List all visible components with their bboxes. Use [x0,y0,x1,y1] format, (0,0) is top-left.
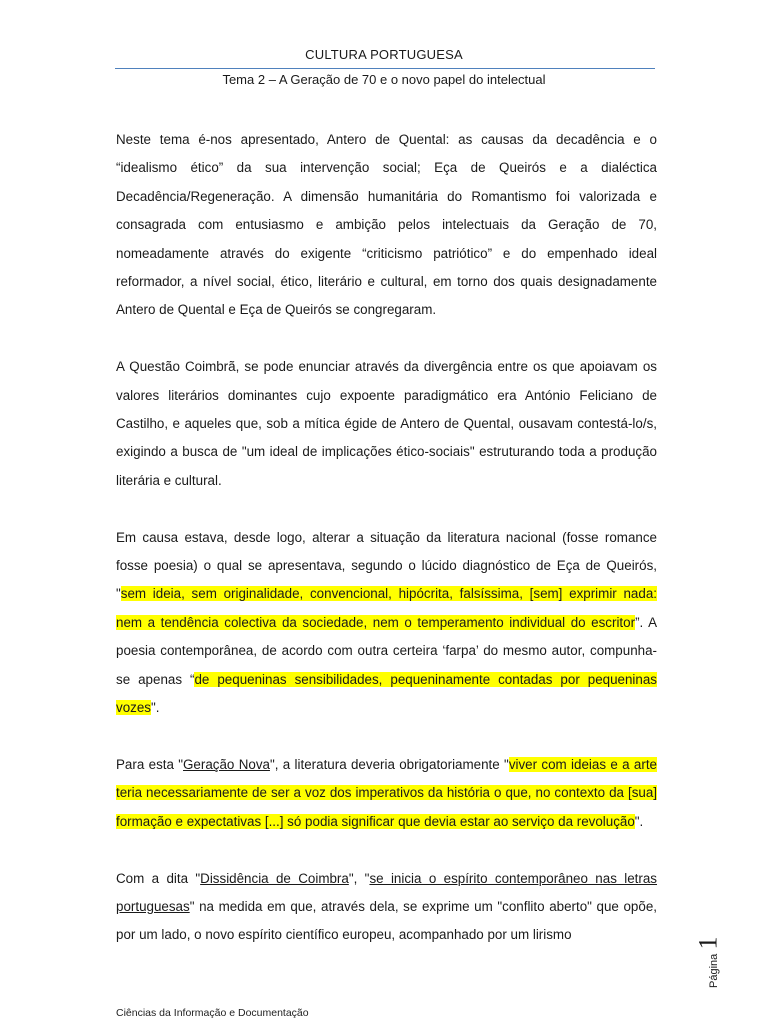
page-number-block [694,930,734,990]
paragraph-4-text-1: Para esta " [116,756,184,772]
paragraph-2: A Questão Coimbrã, se pode enunciar através da divergência entre os que apoiavam os valores literários dominantes cujo expoente paradigmático era António Feliciano de Castilho, e aqueles que, sob a mítica égide de Antero de Quental, ousavam contestá-lo/s, exigindo a busca de "um ideal de implicações ético-sociais" estruturando toda a produção literária e cultural. [116,359,657,488]
underlined-quote: se inicia o espírito contemporâneo nas letras portuguesas [116,870,658,914]
header-divider [115,68,655,69]
paragraph-5-text-3: " na medida em que, através dela, se exprime um "conflito aberto" que opõe, por um lado, o novo espírito científico europeu, acompanhado por um lirismo [116,898,657,943]
paragraph-5-text-2: ", " [348,870,370,886]
page-label: Página [708,953,720,988]
paragraph-3-text-1: Em causa estava, desde logo, alterar a situação da literatura nacional (fosse romance fosse poesia) o qual se apresentava, segundo o lúcido diagnóstico de Eça de Queirós, " [116,529,657,602]
paragraph-3 [116,524,657,723]
paragraph-1: Neste tema é-nos apresentado, Antero de Quental: as causas da decadência e o “idealismo ético” da sua intervenção social; Eça de Queirós e a dialéctica Decadência/Regeneração. A dimensão humanitária do Romantismo foi valorizada e consagrada com entusiasmo e ambição pelos intelectuais da Geração de 70, nomeadamente através do exigente “criticismo patriótico” e do empenhado ideal reformador, a nível social, ético, literário e cultural, em torno dos quais designadamente Antero de Quental e Eça de Queirós se congregaram. [116,132,657,318]
highlighted-quote-3: viver com ideias e a arte teria necessariamente de ser a voz dos imperativos da história o que, no contexto da [sua] formação e expectativas [...] só podia significar que devia estar ao serviço da revolução [116,756,657,829]
paragraph-4-text-2: ", a literatura deveria obrigatoriamente " [269,756,509,772]
paragraph-5 [116,865,657,950]
page-number: 1 [693,936,723,950]
highlighted-quote-1: sem ideia, sem originalidade, convencional, hipócrita, falsíssima, [sem] exprimir nada: nem a tendência colectiva da sociedade, nem o temperamento individual do escritor [116,586,657,630]
header-subtitle: Tema 2 – A Geração de 70 e o novo papel do intelectual [222,72,546,87]
paragraph-4 [116,751,657,836]
highlighted-quote-2: de pequeninas sensibilidades, pequeninamente contadas por pequeninas vozes [116,671,657,716]
footer-text: Ciências da Informação e Documentação [116,1007,309,1019]
document-body [116,126,657,978]
underlined-term-geracao-nova: Geração Nova [183,756,270,772]
paragraph-3-text-2: ”. A poesia contemporânea, de acordo com outra certeira ‘farpa’ do mesmo autor, compunha-se apenas “ [116,614,658,687]
paragraph-3-text-3: ". [150,700,160,716]
underlined-term-dissidencia: Dissidência de Coimbra [200,870,349,886]
header-title: CULTURA PORTUGUESA [305,47,463,62]
paragraph-4-text-3: ". [634,813,644,829]
paragraph-5-text-1: Com a dita " [116,870,201,886]
